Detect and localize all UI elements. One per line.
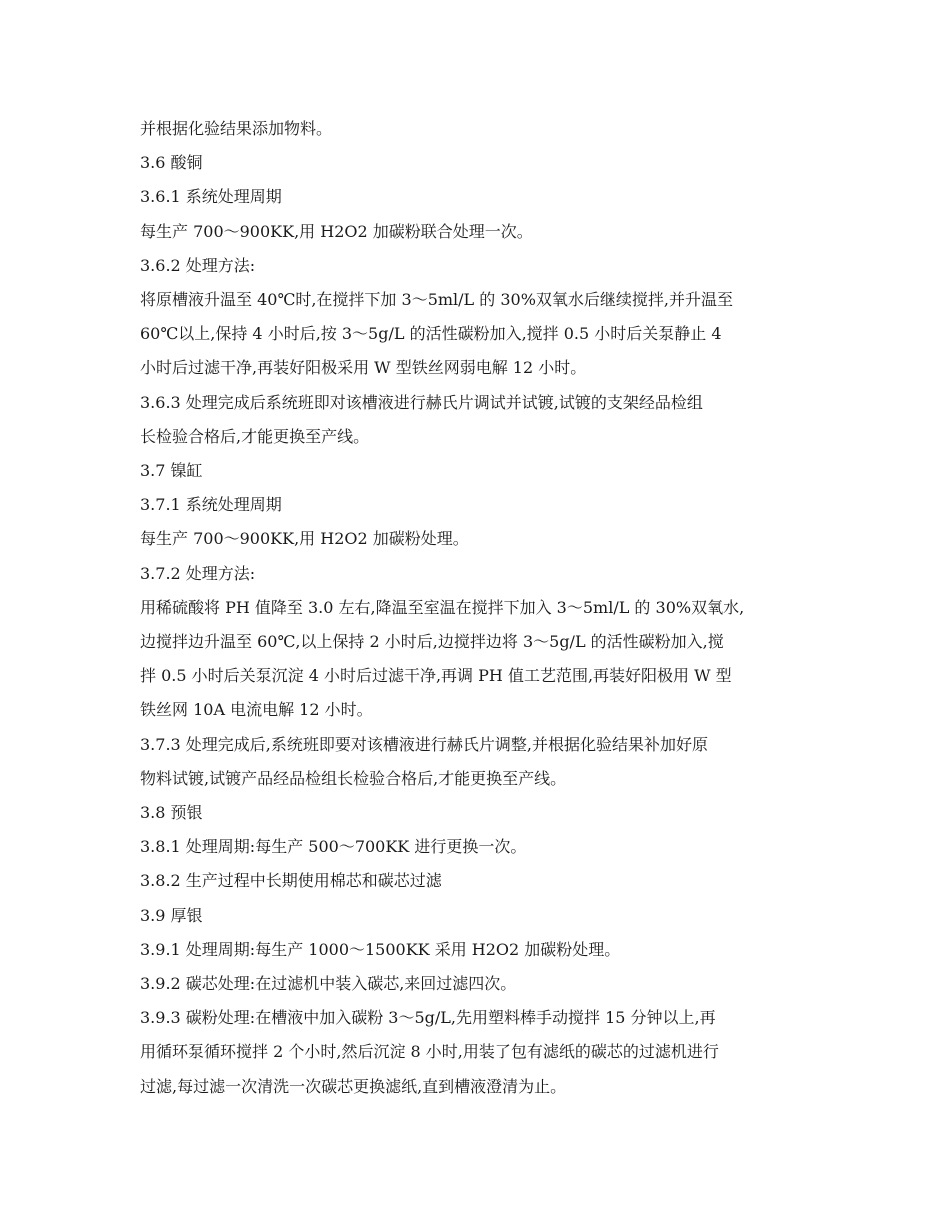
text-line: 过滤,每过滤一次清洗一次碳芯更换滤纸,直到槽液澄清为止。 [140, 1076, 567, 1096]
text-line: 3.6.3 处理完成后系统班即对该槽液进行赫氏片调试并试镀,试镀的支架经品检组 [140, 392, 703, 412]
text-line: 长检验合格后,才能更换至产线。 [140, 426, 370, 446]
text-line: 用稀硫酸将 PH 值降至 3.0 左右,降温至室温在搅拌下加入 3～5ml/L 的 30%双氧水, [140, 597, 745, 617]
text-line: 每生产 700～900KK,用 H2O2 加碳粉联合处理一次。 [140, 221, 533, 241]
text-line: 将原槽液升温至 40℃时,在搅拌下加 3～5ml/L 的 30%双氧水后继续搅拌,并升温至 [140, 290, 734, 310]
text-line: 并根据化验结果添加物料。 [140, 119, 333, 138]
text-line: 60℃以上,保持 4 小时后,按 3～5g/L 的活性碳粉加入,搅拌 0.5 小时后关泵静止 4 [140, 324, 722, 344]
section-heading: 3.6 酸铜 [140, 153, 203, 173]
text-line: 拌 0.5 小时后关泵沉淀 4 小时后过滤干净,再调 PH 值工艺范围,再装好阳极用 W 型 [140, 666, 732, 686]
text-line: 边搅拌边升温至 60℃,以上保持 2 小时后,边搅拌边将 3～5g/L 的活性碳粉加入,搅 [140, 632, 724, 652]
text-line: 用循环泵循环搅拌 2 个小时,然后沉淀 8 小时,用装了包有滤纸的碳芯的过滤机进行 [140, 1042, 719, 1062]
subsection-heading: 3.6.2 处理方法: [140, 255, 256, 275]
text-line: 小时后过滤干净,再装好阳极采用 W 型铁丝网弱电解 12 小时。 [140, 358, 587, 378]
section-heading: 3.9 厚银 [140, 905, 203, 925]
text-line: 3.9.3 碳粉处理:在槽液中加入碳粉 3～5g/L,先用塑料棒手动搅拌 15 分钟以上,再 [140, 1008, 716, 1028]
text-line: 3.7.3 处理完成后,系统班即要对该槽液进行赫氏片调整,并根据化验结果补加好原 [140, 734, 708, 754]
text-line: 3.9.2 碳芯处理:在过滤机中装入碳芯,来回过滤四次。 [140, 974, 517, 994]
section-heading: 3.8 预银 [140, 803, 203, 823]
text-line: 每生产 700～900KK,用 H2O2 加碳粉处理。 [140, 529, 469, 549]
text-line: 3.8.1 处理周期:每生产 500～700KK 进行更换一次。 [140, 837, 527, 857]
section-heading: 3.7 镍缸 [140, 461, 203, 481]
subsection-heading: 3.6.1 系统处理周期 [140, 187, 282, 207]
text-line: 铁丝网 10A 电流电解 12 小时。 [140, 700, 373, 720]
text-line: 3.9.1 处理周期:每生产 1000～1500KK 采用 H2O2 加碳粉处理。 [140, 939, 621, 959]
subsection-heading: 3.7.1 系统处理周期 [140, 495, 282, 515]
document-body [140, 112, 820, 1104]
text-line: 3.8.2 生产过程中长期使用棉芯和碳芯过滤 [140, 871, 442, 891]
text-line: 物料试镀,试镀产品经品检组长检验合格后,才能更换至产线。 [140, 768, 567, 788]
subsection-heading: 3.7.2 处理方法: [140, 563, 256, 583]
